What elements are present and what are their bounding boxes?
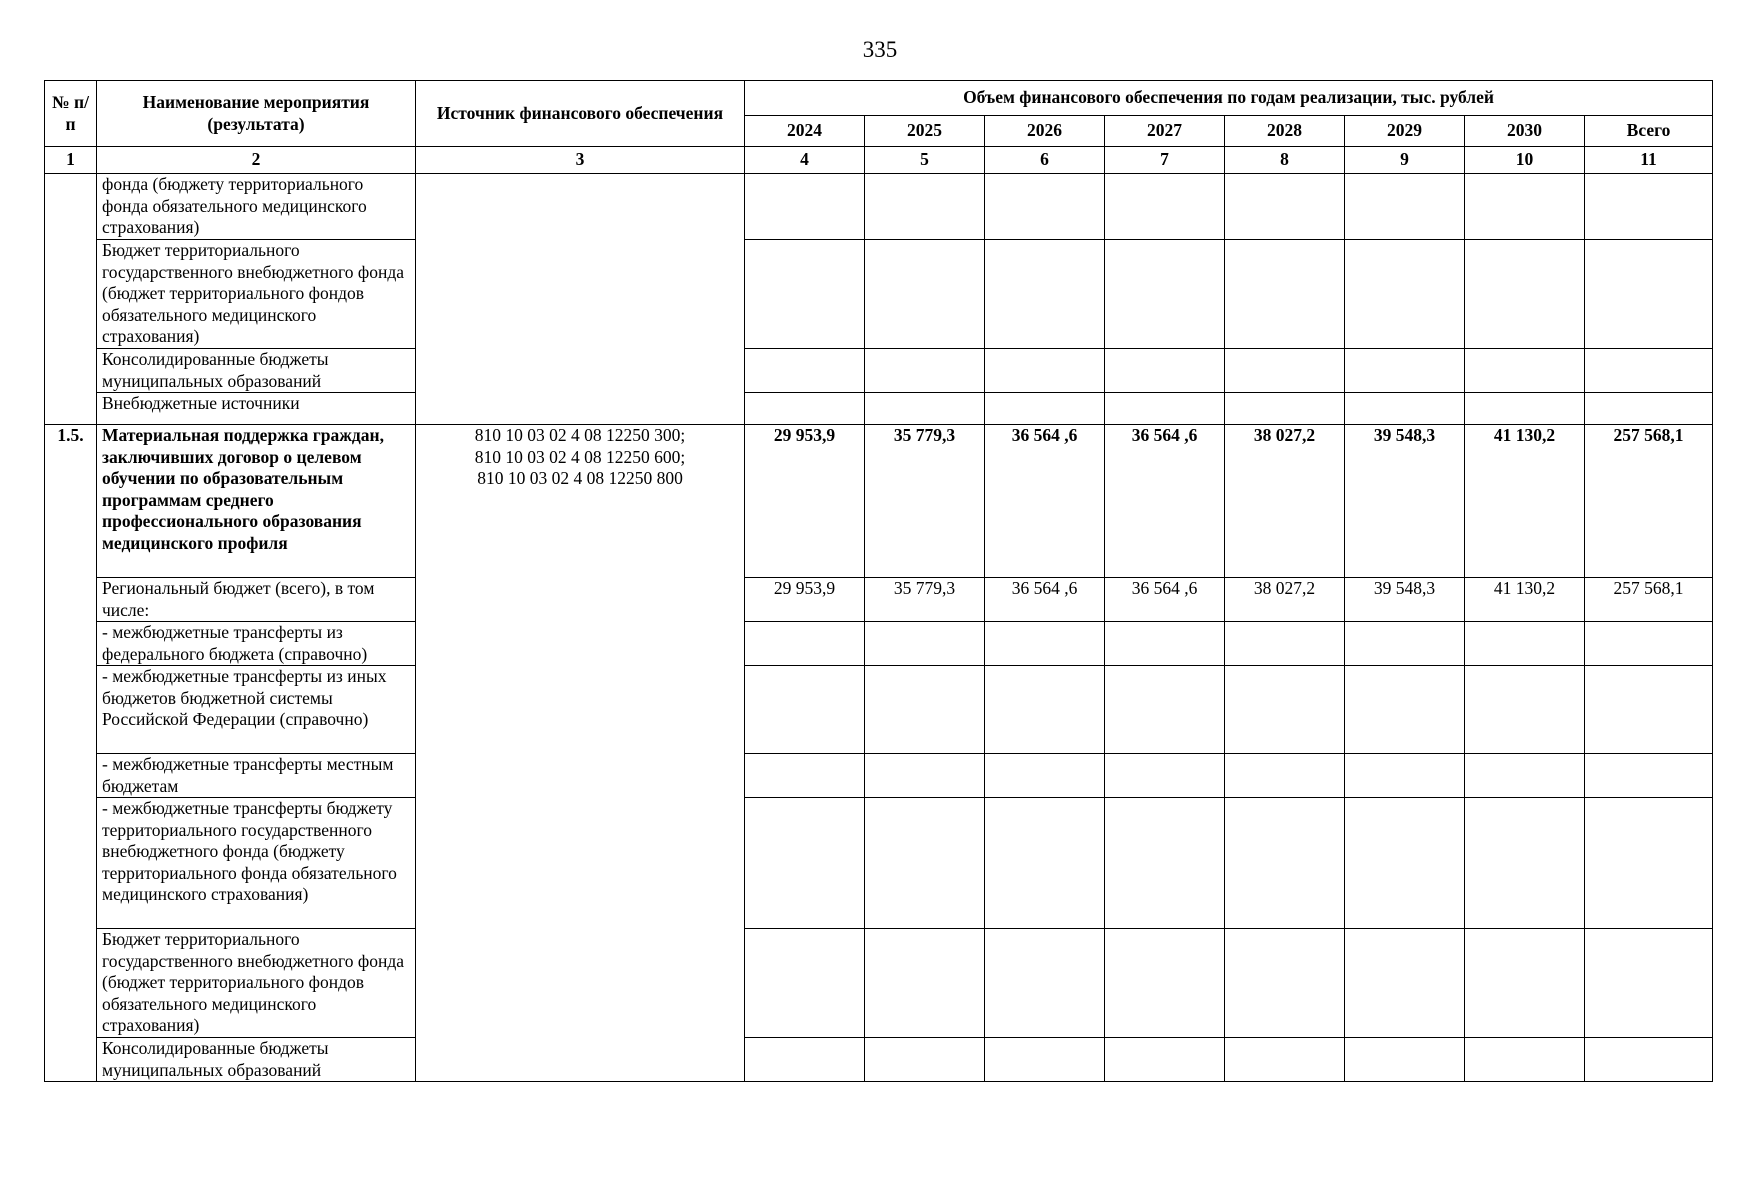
value-cell: 29 953,9 — [745, 578, 865, 622]
row-name: Бюджет территориального государственного внебюджетного фонда (бюджет территориального фондов обязательного медицинского страхования) — [97, 240, 416, 349]
value-cell: 38 027,2 — [1225, 578, 1345, 622]
column-number: 5 — [865, 147, 985, 174]
row-name: - межбюджетные трансферты бюджету территориального государственного внебюджетного фонда (бюджету территориального фонда обязательного медицинского страхования) — [97, 798, 416, 929]
value-cell: 41 130,2 — [1465, 425, 1585, 578]
table-row — [45, 240, 1713, 349]
source-code: 810 10 03 02 4 08 12250 600; — [474, 446, 686, 467]
column-number: 7 — [1105, 147, 1225, 174]
table-row — [45, 754, 1713, 798]
table-row — [45, 798, 1713, 929]
row-number: 1.5. — [45, 425, 97, 1082]
column-number: 6 — [985, 147, 1105, 174]
table-row — [45, 622, 1713, 666]
value-cell: 39 548,3 — [1345, 578, 1465, 622]
header-name: Наименование мероприятия (результата) — [97, 81, 416, 147]
source-code: 810 10 03 02 4 08 12250 300; — [474, 425, 686, 445]
table-row — [45, 1038, 1713, 1082]
header-year: 2028 — [1225, 116, 1345, 147]
source-cell — [416, 174, 745, 425]
header-year: 2024 — [745, 116, 865, 147]
row-name: - межбюджетные трансферты местным бюджетам — [97, 754, 416, 798]
table-row — [45, 666, 1713, 754]
column-number: 1 — [45, 147, 97, 174]
row-name: Внебюджетные источники — [97, 393, 416, 425]
row-name: Бюджет территориального государственного внебюджетного фонда (бюджет территориального фондов обязательного медицинского страхования) — [97, 929, 416, 1038]
value-cell: 36 564 ,6 — [1105, 425, 1225, 578]
column-numbers-row — [45, 147, 1713, 174]
row-name: - межбюджетные трансферты из иных бюджетов бюджетной системы Российской Федерации (справочно) — [97, 666, 416, 754]
table-row — [45, 578, 1713, 622]
financing-table — [44, 80, 1713, 1082]
header-year: 2029 — [1345, 116, 1465, 147]
table-row — [45, 929, 1713, 1038]
header-no: № п/п — [45, 81, 97, 147]
value-cell: 29 953,9 — [745, 425, 865, 578]
table-row — [45, 393, 1713, 425]
page-number: 335 — [862, 37, 898, 62]
column-number: 4 — [745, 147, 865, 174]
header-source: Источник финансового обеспечения — [416, 81, 745, 147]
value-cell: 38 027,2 — [1225, 425, 1345, 578]
table-row — [45, 174, 1713, 240]
source-codes — [416, 425, 745, 1082]
value-cell: 35 779,3 — [865, 425, 985, 578]
header-year: 2025 — [865, 116, 985, 147]
value-cell: 257 568,1 — [1585, 425, 1713, 578]
value-cell: 257 568,1 — [1585, 578, 1713, 622]
header-total: Всего — [1585, 116, 1713, 147]
value-cell: 36 564 ,6 — [985, 578, 1105, 622]
value-cell: 39 548,3 — [1345, 425, 1465, 578]
value-cell: 35 779,3 — [865, 578, 985, 622]
row-name: Консолидированные бюджеты муниципальных образований — [97, 349, 416, 393]
header-row — [45, 81, 1713, 116]
measure-title: Материальная поддержка граждан, заключивших договор о целевом обучении по образовательным программам среднего профессионального образования медицинского профиля — [97, 425, 416, 578]
row-name: Консолидированные бюджеты муниципальных образований — [97, 1038, 416, 1082]
column-number: 8 — [1225, 147, 1345, 174]
source-code: 810 10 03 02 4 08 12250 800 — [477, 468, 683, 488]
value-cell: 36 564 ,6 — [985, 425, 1105, 578]
row-number-cell — [45, 174, 97, 425]
header-year: 2026 — [985, 116, 1105, 147]
column-number: 11 — [1585, 147, 1713, 174]
row-name: фонда (бюджету территориального фонда обязательного медицинского страхования) — [97, 174, 416, 240]
row-name: Региональный бюджет (всего), в том числе: — [97, 578, 416, 622]
table-row — [45, 349, 1713, 393]
header-year: 2030 — [1465, 116, 1585, 147]
column-number: 3 — [416, 147, 745, 174]
table-row — [45, 425, 1713, 578]
column-number: 10 — [1465, 147, 1585, 174]
column-number: 9 — [1345, 147, 1465, 174]
value-cell: 41 130,2 — [1465, 578, 1585, 622]
value-cell: 36 564 ,6 — [1105, 578, 1225, 622]
header-volume: Объем финансового обеспечения по годам реализации, тыс. рублей — [745, 81, 1713, 116]
row-name: - межбюджетные трансферты из федерального бюджета (справочно) — [97, 622, 416, 666]
column-number: 2 — [97, 147, 416, 174]
header-year: 2027 — [1105, 116, 1225, 147]
